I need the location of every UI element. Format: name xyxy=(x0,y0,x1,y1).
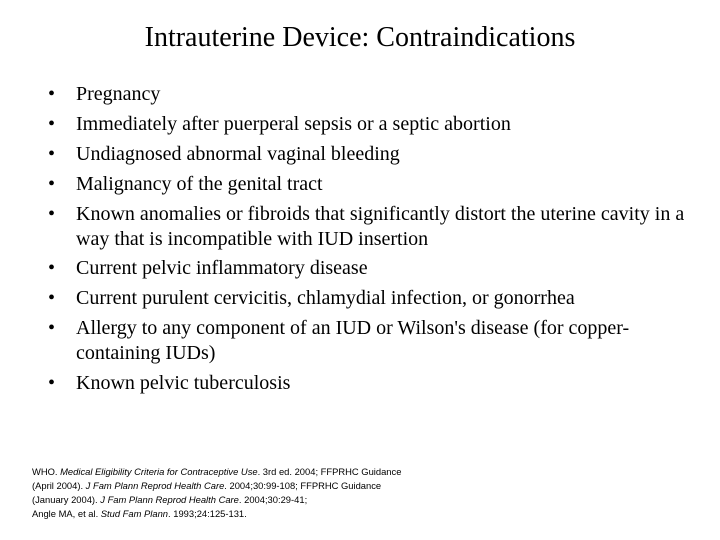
bullet-icon: • xyxy=(48,257,56,280)
bullet-icon: • xyxy=(48,372,56,395)
list-item-text: Malignancy of the genital tract xyxy=(76,172,323,195)
slide-title: Intrauterine Device: Contraindications xyxy=(144,22,576,53)
bullet-icon: • xyxy=(48,142,56,165)
bullet-icon: • xyxy=(48,172,56,195)
list-item-text: Known anomalies or fibroids that significantly distort the uterine cavity in a way that is incompatible with IUD insertion xyxy=(76,202,685,250)
bullet-icon: • xyxy=(48,287,56,310)
reference-text: . 2004;30:29-41; xyxy=(238,494,308,505)
reference-source: J Fam Plann Reprod Health Care xyxy=(100,494,239,505)
reference-text: WHO. xyxy=(32,466,61,477)
list-item-text: Immediately after puerperal sepsis or a septic abortion xyxy=(76,112,511,135)
bullet-icon: • xyxy=(48,83,56,105)
reference-source: Stud Fam Plann xyxy=(100,508,169,519)
reference-source: Medical Eligibility Criteria for Contraceptive Use xyxy=(60,466,258,477)
list-item-text: Undiagnosed abnormal vaginal bleeding xyxy=(76,142,400,165)
list-item xyxy=(48,142,688,167)
references xyxy=(32,465,512,521)
bullet-icon: • xyxy=(48,112,56,135)
reference-line xyxy=(32,493,512,507)
list-item-text: Known pelvic tuberculosis xyxy=(76,372,291,395)
list-item-text: Pregnancy xyxy=(76,83,161,105)
reference-text: (April 2004). xyxy=(32,480,86,491)
list-item xyxy=(48,256,688,281)
bullet-icon: • xyxy=(48,317,56,340)
reference-source: J Fam Plann Reprod Health Care xyxy=(85,480,225,491)
contraindications-list xyxy=(48,82,688,401)
bullet-icon: • xyxy=(48,202,56,225)
reference-text: . 1993;24:125-131. xyxy=(168,508,247,519)
list-item xyxy=(48,286,688,311)
list-item xyxy=(48,371,688,396)
list-item xyxy=(48,316,688,366)
reference-text: (January 2004). xyxy=(32,494,101,505)
list-item xyxy=(48,82,688,107)
list-item xyxy=(48,112,688,137)
reference-line xyxy=(32,507,512,521)
list-item-text: Allergy to any component of an IUD or Wilson's disease (for copper-containing IUDs) xyxy=(76,317,630,365)
list-item-text: Current pelvic inflammatory disease xyxy=(76,257,368,280)
reference-text: Angle MA, et al. xyxy=(32,508,101,519)
reference-line xyxy=(32,465,512,479)
list-item-text: Current purulent cervicitis, chlamydial infection, or gonorrhea xyxy=(76,287,575,310)
reference-text: . 3rd ed. 2004; FFPRHC Guidance xyxy=(257,466,402,477)
reference-line xyxy=(32,479,512,493)
list-item xyxy=(48,172,688,197)
reference-text: . 2004;30:99-108; FFPRHC Guidance xyxy=(224,480,382,491)
list-item xyxy=(48,202,688,252)
